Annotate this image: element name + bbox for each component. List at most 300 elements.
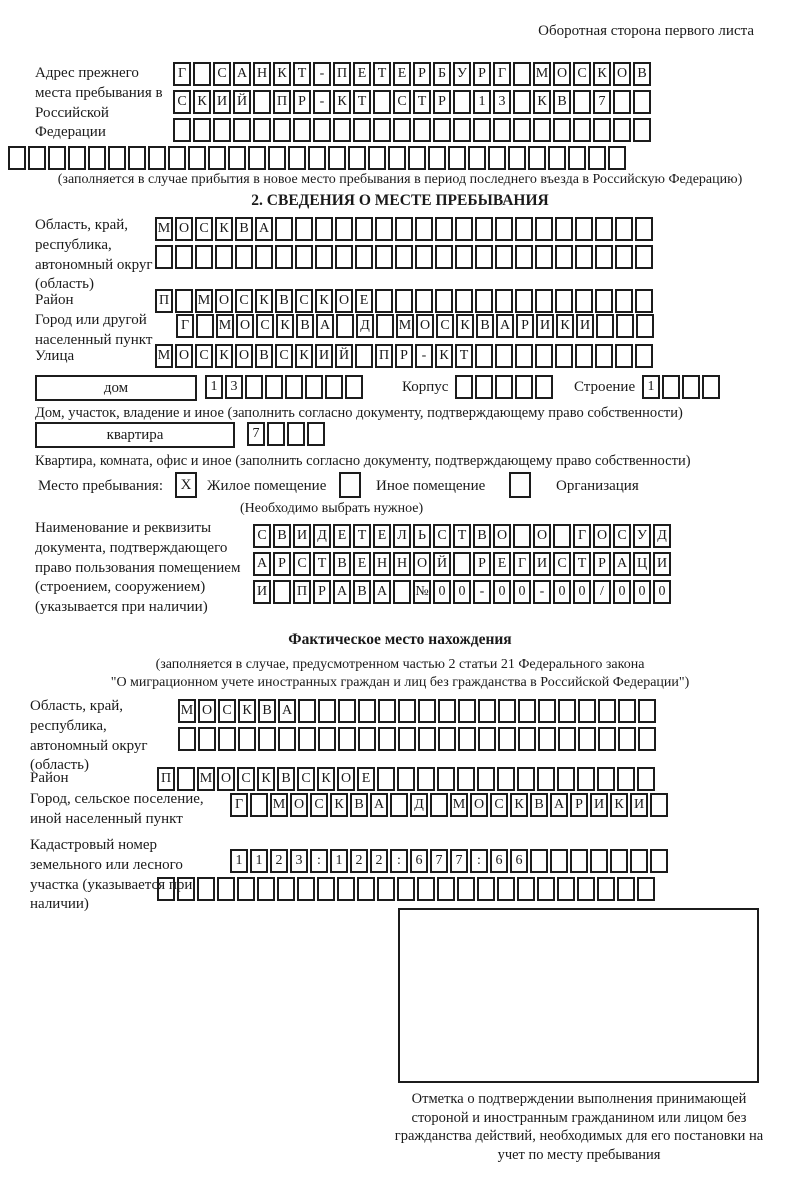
char-box[interactable]: И xyxy=(653,552,671,576)
char-box[interactable] xyxy=(498,699,516,723)
char-box[interactable]: О xyxy=(553,62,571,86)
char-box[interactable] xyxy=(267,422,285,446)
char-box[interactable]: 3 xyxy=(225,375,243,399)
char-box[interactable]: В xyxy=(350,793,368,817)
char-box[interactable] xyxy=(268,146,286,170)
char-box[interactable] xyxy=(128,146,146,170)
char-box[interactable]: С xyxy=(237,767,255,791)
char-box[interactable] xyxy=(558,699,576,723)
char-box[interactable]: М xyxy=(178,699,196,723)
char-box[interactable]: К xyxy=(317,767,335,791)
char-box[interactable]: Е xyxy=(493,552,511,576)
char-box[interactable] xyxy=(175,245,193,269)
char-box[interactable] xyxy=(498,727,516,751)
char-box[interactable] xyxy=(197,877,215,901)
char-box[interactable]: К xyxy=(238,699,256,723)
char-box[interactable]: В xyxy=(473,524,491,548)
checkbox-other-premises[interactable] xyxy=(339,472,361,498)
char-box[interactable] xyxy=(298,699,316,723)
char-box[interactable] xyxy=(318,727,336,751)
char-box[interactable] xyxy=(575,217,593,241)
char-box[interactable] xyxy=(617,767,635,791)
char-box[interactable] xyxy=(475,245,493,269)
char-box[interactable] xyxy=(377,877,395,901)
char-box[interactable]: В xyxy=(553,90,571,114)
char-box[interactable]: О xyxy=(335,289,353,313)
char-box[interactable]: 1 xyxy=(250,849,268,873)
char-box[interactable] xyxy=(633,118,651,142)
char-box[interactable]: В xyxy=(333,552,351,576)
char-box[interactable] xyxy=(213,118,231,142)
char-box[interactable] xyxy=(257,877,275,901)
char-box[interactable] xyxy=(275,245,293,269)
char-box[interactable]: Ц xyxy=(633,552,651,576)
char-box[interactable]: Е xyxy=(357,767,375,791)
char-box[interactable] xyxy=(588,146,606,170)
char-box[interactable] xyxy=(68,146,86,170)
char-box[interactable]: 6 xyxy=(510,849,528,873)
char-box[interactable]: В xyxy=(633,62,651,86)
char-box[interactable]: О xyxy=(613,62,631,86)
char-box[interactable] xyxy=(297,877,315,901)
char-box[interactable]: Г xyxy=(493,62,511,86)
char-box[interactable] xyxy=(358,727,376,751)
char-box[interactable] xyxy=(615,245,633,269)
char-box[interactable]: П xyxy=(333,62,351,86)
char-box[interactable]: О xyxy=(416,314,434,338)
char-box[interactable] xyxy=(477,767,495,791)
char-box[interactable]: С xyxy=(195,217,213,241)
char-box[interactable]: 0 xyxy=(573,580,591,604)
char-box[interactable] xyxy=(537,767,555,791)
char-box[interactable] xyxy=(682,375,700,399)
char-box[interactable] xyxy=(397,877,415,901)
char-box[interactable] xyxy=(475,217,493,241)
char-box[interactable] xyxy=(448,146,466,170)
char-box[interactable] xyxy=(238,727,256,751)
char-box[interactable]: К xyxy=(215,217,233,241)
char-box[interactable]: П xyxy=(375,344,393,368)
char-box[interactable] xyxy=(475,289,493,313)
char-box[interactable]: К xyxy=(556,314,574,338)
char-box[interactable] xyxy=(155,245,173,269)
char-box[interactable]: О xyxy=(290,793,308,817)
char-box[interactable] xyxy=(635,344,653,368)
char-box[interactable] xyxy=(218,727,236,751)
char-box[interactable] xyxy=(217,877,235,901)
char-box[interactable] xyxy=(375,245,393,269)
char-box[interactable] xyxy=(453,552,471,576)
char-box[interactable]: П xyxy=(157,767,175,791)
char-box[interactable] xyxy=(368,146,386,170)
char-box[interactable] xyxy=(293,118,311,142)
char-box[interactable] xyxy=(537,877,555,901)
char-box[interactable]: 0 xyxy=(553,580,571,604)
char-box[interactable]: И xyxy=(576,314,594,338)
char-box[interactable] xyxy=(308,146,326,170)
char-box[interactable] xyxy=(453,90,471,114)
char-box[interactable] xyxy=(453,118,471,142)
char-box[interactable] xyxy=(196,314,214,338)
char-box[interactable]: М xyxy=(396,314,414,338)
char-box[interactable] xyxy=(517,767,535,791)
char-box[interactable] xyxy=(430,793,448,817)
char-box[interactable]: : xyxy=(390,849,408,873)
char-box[interactable] xyxy=(195,245,213,269)
char-box[interactable]: Т xyxy=(293,62,311,86)
char-box[interactable]: Н xyxy=(253,62,271,86)
char-box[interactable]: № xyxy=(413,580,431,604)
char-box[interactable] xyxy=(555,344,573,368)
char-box[interactable] xyxy=(253,90,271,114)
char-box[interactable] xyxy=(637,767,655,791)
char-box[interactable] xyxy=(305,375,323,399)
char-box[interactable] xyxy=(638,727,656,751)
char-box[interactable] xyxy=(177,877,195,901)
char-box[interactable] xyxy=(275,217,293,241)
char-box[interactable] xyxy=(88,146,106,170)
char-box[interactable]: В xyxy=(353,580,371,604)
char-box[interactable]: : xyxy=(470,849,488,873)
char-box[interactable] xyxy=(333,118,351,142)
char-box[interactable] xyxy=(393,118,411,142)
char-box[interactable]: С xyxy=(173,90,191,114)
char-box[interactable] xyxy=(298,727,316,751)
char-box[interactable]: Е xyxy=(393,62,411,86)
char-box[interactable]: А xyxy=(255,217,273,241)
char-box[interactable]: К xyxy=(257,767,275,791)
char-box[interactable] xyxy=(555,245,573,269)
char-box[interactable] xyxy=(395,289,413,313)
char-box[interactable]: И xyxy=(315,344,333,368)
char-box[interactable] xyxy=(493,118,511,142)
char-box[interactable] xyxy=(598,699,616,723)
char-box[interactable]: Д xyxy=(313,524,331,548)
char-box[interactable] xyxy=(418,699,436,723)
char-box[interactable] xyxy=(597,767,615,791)
char-box[interactable]: О xyxy=(235,344,253,368)
char-box[interactable] xyxy=(455,289,473,313)
char-box[interactable]: В xyxy=(258,699,276,723)
char-box[interactable]: К xyxy=(276,314,294,338)
char-box[interactable]: И xyxy=(590,793,608,817)
char-box[interactable]: М xyxy=(216,314,234,338)
char-box[interactable] xyxy=(595,344,613,368)
char-box[interactable]: К xyxy=(510,793,528,817)
char-box[interactable]: 3 xyxy=(493,90,511,114)
char-box[interactable]: С xyxy=(213,62,231,86)
char-box[interactable] xyxy=(438,699,456,723)
char-box[interactable]: М xyxy=(155,344,173,368)
char-box[interactable] xyxy=(258,727,276,751)
char-box[interactable] xyxy=(478,727,496,751)
char-box[interactable]: И xyxy=(293,524,311,548)
char-box[interactable] xyxy=(348,146,366,170)
char-box[interactable] xyxy=(355,217,373,241)
char-box[interactable]: 6 xyxy=(490,849,508,873)
char-box[interactable] xyxy=(250,793,268,817)
char-box[interactable] xyxy=(377,767,395,791)
char-box[interactable]: К xyxy=(330,793,348,817)
char-box[interactable]: О xyxy=(413,552,431,576)
char-box[interactable] xyxy=(437,767,455,791)
char-box[interactable]: О xyxy=(175,217,193,241)
char-box[interactable]: Р xyxy=(570,793,588,817)
char-box[interactable]: В xyxy=(277,767,295,791)
char-box[interactable]: К xyxy=(456,314,474,338)
char-box[interactable]: С xyxy=(553,552,571,576)
char-box[interactable] xyxy=(455,245,473,269)
char-box[interactable]: В xyxy=(235,217,253,241)
char-box[interactable]: С xyxy=(297,767,315,791)
char-box[interactable]: Й xyxy=(433,552,451,576)
char-box[interactable]: Е xyxy=(353,62,371,86)
char-box[interactable]: 7 xyxy=(247,422,265,446)
char-box[interactable] xyxy=(573,118,591,142)
char-box[interactable] xyxy=(633,90,651,114)
char-box[interactable]: Г xyxy=(176,314,194,338)
char-box[interactable] xyxy=(215,245,233,269)
char-box[interactable] xyxy=(535,375,553,399)
char-box[interactable]: С xyxy=(275,344,293,368)
char-box[interactable] xyxy=(650,793,668,817)
char-box[interactable]: М xyxy=(450,793,468,817)
char-box[interactable] xyxy=(568,146,586,170)
char-box[interactable] xyxy=(378,727,396,751)
char-box[interactable]: 1 xyxy=(642,375,660,399)
char-box[interactable] xyxy=(577,877,595,901)
char-box[interactable] xyxy=(376,314,394,338)
char-box[interactable]: О xyxy=(493,524,511,548)
char-box[interactable]: О xyxy=(198,699,216,723)
char-box[interactable] xyxy=(548,146,566,170)
char-box[interactable]: С xyxy=(433,524,451,548)
char-box[interactable] xyxy=(295,217,313,241)
char-box[interactable]: А xyxy=(496,314,514,338)
char-box[interactable]: Е xyxy=(373,524,391,548)
char-box[interactable]: Е xyxy=(355,289,373,313)
char-box[interactable] xyxy=(245,375,263,399)
char-box[interactable]: М xyxy=(195,289,213,313)
char-box[interactable]: П xyxy=(273,90,291,114)
char-box[interactable] xyxy=(535,217,553,241)
char-box[interactable] xyxy=(335,245,353,269)
char-box[interactable]: Т xyxy=(413,90,431,114)
char-box[interactable] xyxy=(345,375,363,399)
char-box[interactable] xyxy=(515,289,533,313)
char-box[interactable] xyxy=(353,118,371,142)
char-box[interactable] xyxy=(313,118,331,142)
char-box[interactable] xyxy=(317,877,335,901)
char-box[interactable] xyxy=(287,422,305,446)
char-box[interactable] xyxy=(578,727,596,751)
char-box[interactable] xyxy=(457,767,475,791)
char-box[interactable] xyxy=(495,245,513,269)
char-box[interactable] xyxy=(593,118,611,142)
char-box[interactable] xyxy=(468,146,486,170)
char-box[interactable]: 7 xyxy=(450,849,468,873)
char-box[interactable] xyxy=(662,375,680,399)
char-box[interactable] xyxy=(575,289,593,313)
char-box[interactable] xyxy=(336,314,354,338)
char-box[interactable] xyxy=(173,118,191,142)
char-box[interactable]: В xyxy=(255,344,273,368)
char-box[interactable] xyxy=(558,727,576,751)
char-box[interactable] xyxy=(295,245,313,269)
char-box[interactable] xyxy=(636,314,654,338)
char-box[interactable] xyxy=(635,245,653,269)
char-box[interactable]: С xyxy=(195,344,213,368)
char-box[interactable] xyxy=(455,217,473,241)
char-box[interactable]: - xyxy=(533,580,551,604)
char-box[interactable] xyxy=(318,699,336,723)
char-box[interactable]: С xyxy=(613,524,631,548)
char-box[interactable]: К xyxy=(255,289,273,313)
char-box[interactable] xyxy=(575,344,593,368)
char-box[interactable]: А xyxy=(550,793,568,817)
char-box[interactable] xyxy=(208,146,226,170)
char-box[interactable] xyxy=(278,727,296,751)
char-box[interactable]: М xyxy=(270,793,288,817)
char-box[interactable] xyxy=(613,90,631,114)
char-box[interactable]: А xyxy=(333,580,351,604)
char-box[interactable] xyxy=(702,375,720,399)
char-box[interactable]: С xyxy=(295,289,313,313)
char-box[interactable] xyxy=(616,314,634,338)
char-box[interactable] xyxy=(188,146,206,170)
char-box[interactable] xyxy=(535,344,553,368)
char-box[interactable] xyxy=(596,314,614,338)
char-box[interactable]: 7 xyxy=(593,90,611,114)
char-box[interactable] xyxy=(518,699,536,723)
char-box[interactable] xyxy=(475,344,493,368)
char-box[interactable] xyxy=(178,727,196,751)
char-box[interactable] xyxy=(515,217,533,241)
char-box[interactable]: О xyxy=(236,314,254,338)
char-box[interactable] xyxy=(417,767,435,791)
char-box[interactable]: Т xyxy=(453,524,471,548)
char-box[interactable]: Т xyxy=(313,552,331,576)
char-box[interactable] xyxy=(398,727,416,751)
char-box[interactable] xyxy=(618,699,636,723)
char-box[interactable] xyxy=(553,524,571,548)
char-box[interactable]: С xyxy=(218,699,236,723)
char-box[interactable]: О xyxy=(217,767,235,791)
char-box[interactable]: 0 xyxy=(653,580,671,604)
char-box[interactable]: С xyxy=(235,289,253,313)
char-box[interactable]: Б xyxy=(433,62,451,86)
char-box[interactable] xyxy=(495,344,513,368)
char-box[interactable] xyxy=(255,245,273,269)
char-box[interactable] xyxy=(557,767,575,791)
char-box[interactable]: А xyxy=(370,793,388,817)
char-box[interactable] xyxy=(233,118,251,142)
char-box[interactable] xyxy=(315,217,333,241)
char-box[interactable] xyxy=(528,146,546,170)
char-box[interactable]: К xyxy=(533,90,551,114)
char-box[interactable]: О xyxy=(175,344,193,368)
char-box[interactable] xyxy=(355,245,373,269)
char-box[interactable] xyxy=(518,727,536,751)
char-box[interactable]: 1 xyxy=(230,849,248,873)
char-box[interactable] xyxy=(570,849,588,873)
char-box[interactable]: С xyxy=(436,314,454,338)
char-box[interactable] xyxy=(328,146,346,170)
char-box[interactable] xyxy=(577,767,595,791)
char-box[interactable] xyxy=(435,245,453,269)
char-box[interactable]: К xyxy=(273,62,291,86)
char-box[interactable]: В xyxy=(530,793,548,817)
char-box[interactable] xyxy=(478,699,496,723)
char-box[interactable]: 6 xyxy=(410,849,428,873)
char-box[interactable] xyxy=(610,849,628,873)
char-box[interactable] xyxy=(615,217,633,241)
char-box[interactable] xyxy=(473,118,491,142)
char-box[interactable] xyxy=(555,217,573,241)
char-box[interactable] xyxy=(397,767,415,791)
char-box[interactable] xyxy=(357,877,375,901)
char-box[interactable] xyxy=(517,877,535,901)
char-box[interactable] xyxy=(428,146,446,170)
char-box[interactable] xyxy=(497,767,515,791)
char-box[interactable]: М xyxy=(197,767,215,791)
char-box[interactable]: И xyxy=(213,90,231,114)
house-field-box[interactable]: дом xyxy=(35,375,197,401)
char-box[interactable]: Р xyxy=(313,580,331,604)
char-box[interactable]: 0 xyxy=(433,580,451,604)
char-box[interactable]: У xyxy=(453,62,471,86)
char-box[interactable] xyxy=(550,849,568,873)
char-box[interactable]: К xyxy=(435,344,453,368)
char-box[interactable]: 2 xyxy=(270,849,288,873)
char-box[interactable]: В xyxy=(275,289,293,313)
char-box[interactable] xyxy=(157,877,175,901)
char-box[interactable]: Р xyxy=(413,62,431,86)
char-box[interactable]: А xyxy=(253,552,271,576)
char-box[interactable]: К xyxy=(193,90,211,114)
char-box[interactable]: Р xyxy=(273,552,291,576)
char-box[interactable] xyxy=(597,877,615,901)
char-box[interactable] xyxy=(457,877,475,901)
char-box[interactable]: 0 xyxy=(453,580,471,604)
char-box[interactable]: А xyxy=(373,580,391,604)
char-box[interactable]: 0 xyxy=(613,580,631,604)
char-box[interactable] xyxy=(395,217,413,241)
char-box[interactable]: Р xyxy=(433,90,451,114)
char-box[interactable]: В xyxy=(273,524,291,548)
char-box[interactable] xyxy=(458,699,476,723)
char-box[interactable] xyxy=(595,217,613,241)
char-box[interactable]: А xyxy=(233,62,251,86)
char-box[interactable] xyxy=(307,422,325,446)
char-box[interactable]: К xyxy=(295,344,313,368)
char-box[interactable]: И xyxy=(630,793,648,817)
char-box[interactable] xyxy=(393,580,411,604)
char-box[interactable] xyxy=(265,375,283,399)
char-box[interactable]: В xyxy=(476,314,494,338)
char-box[interactable] xyxy=(515,245,533,269)
char-box[interactable]: 3 xyxy=(290,849,308,873)
char-box[interactable]: К xyxy=(610,793,628,817)
char-box[interactable] xyxy=(495,217,513,241)
char-box[interactable]: Ь xyxy=(413,524,431,548)
char-box[interactable]: Р xyxy=(473,62,491,86)
char-box[interactable] xyxy=(417,877,435,901)
char-box[interactable] xyxy=(418,727,436,751)
char-box[interactable]: - xyxy=(415,344,433,368)
char-box[interactable] xyxy=(375,217,393,241)
char-box[interactable] xyxy=(358,699,376,723)
